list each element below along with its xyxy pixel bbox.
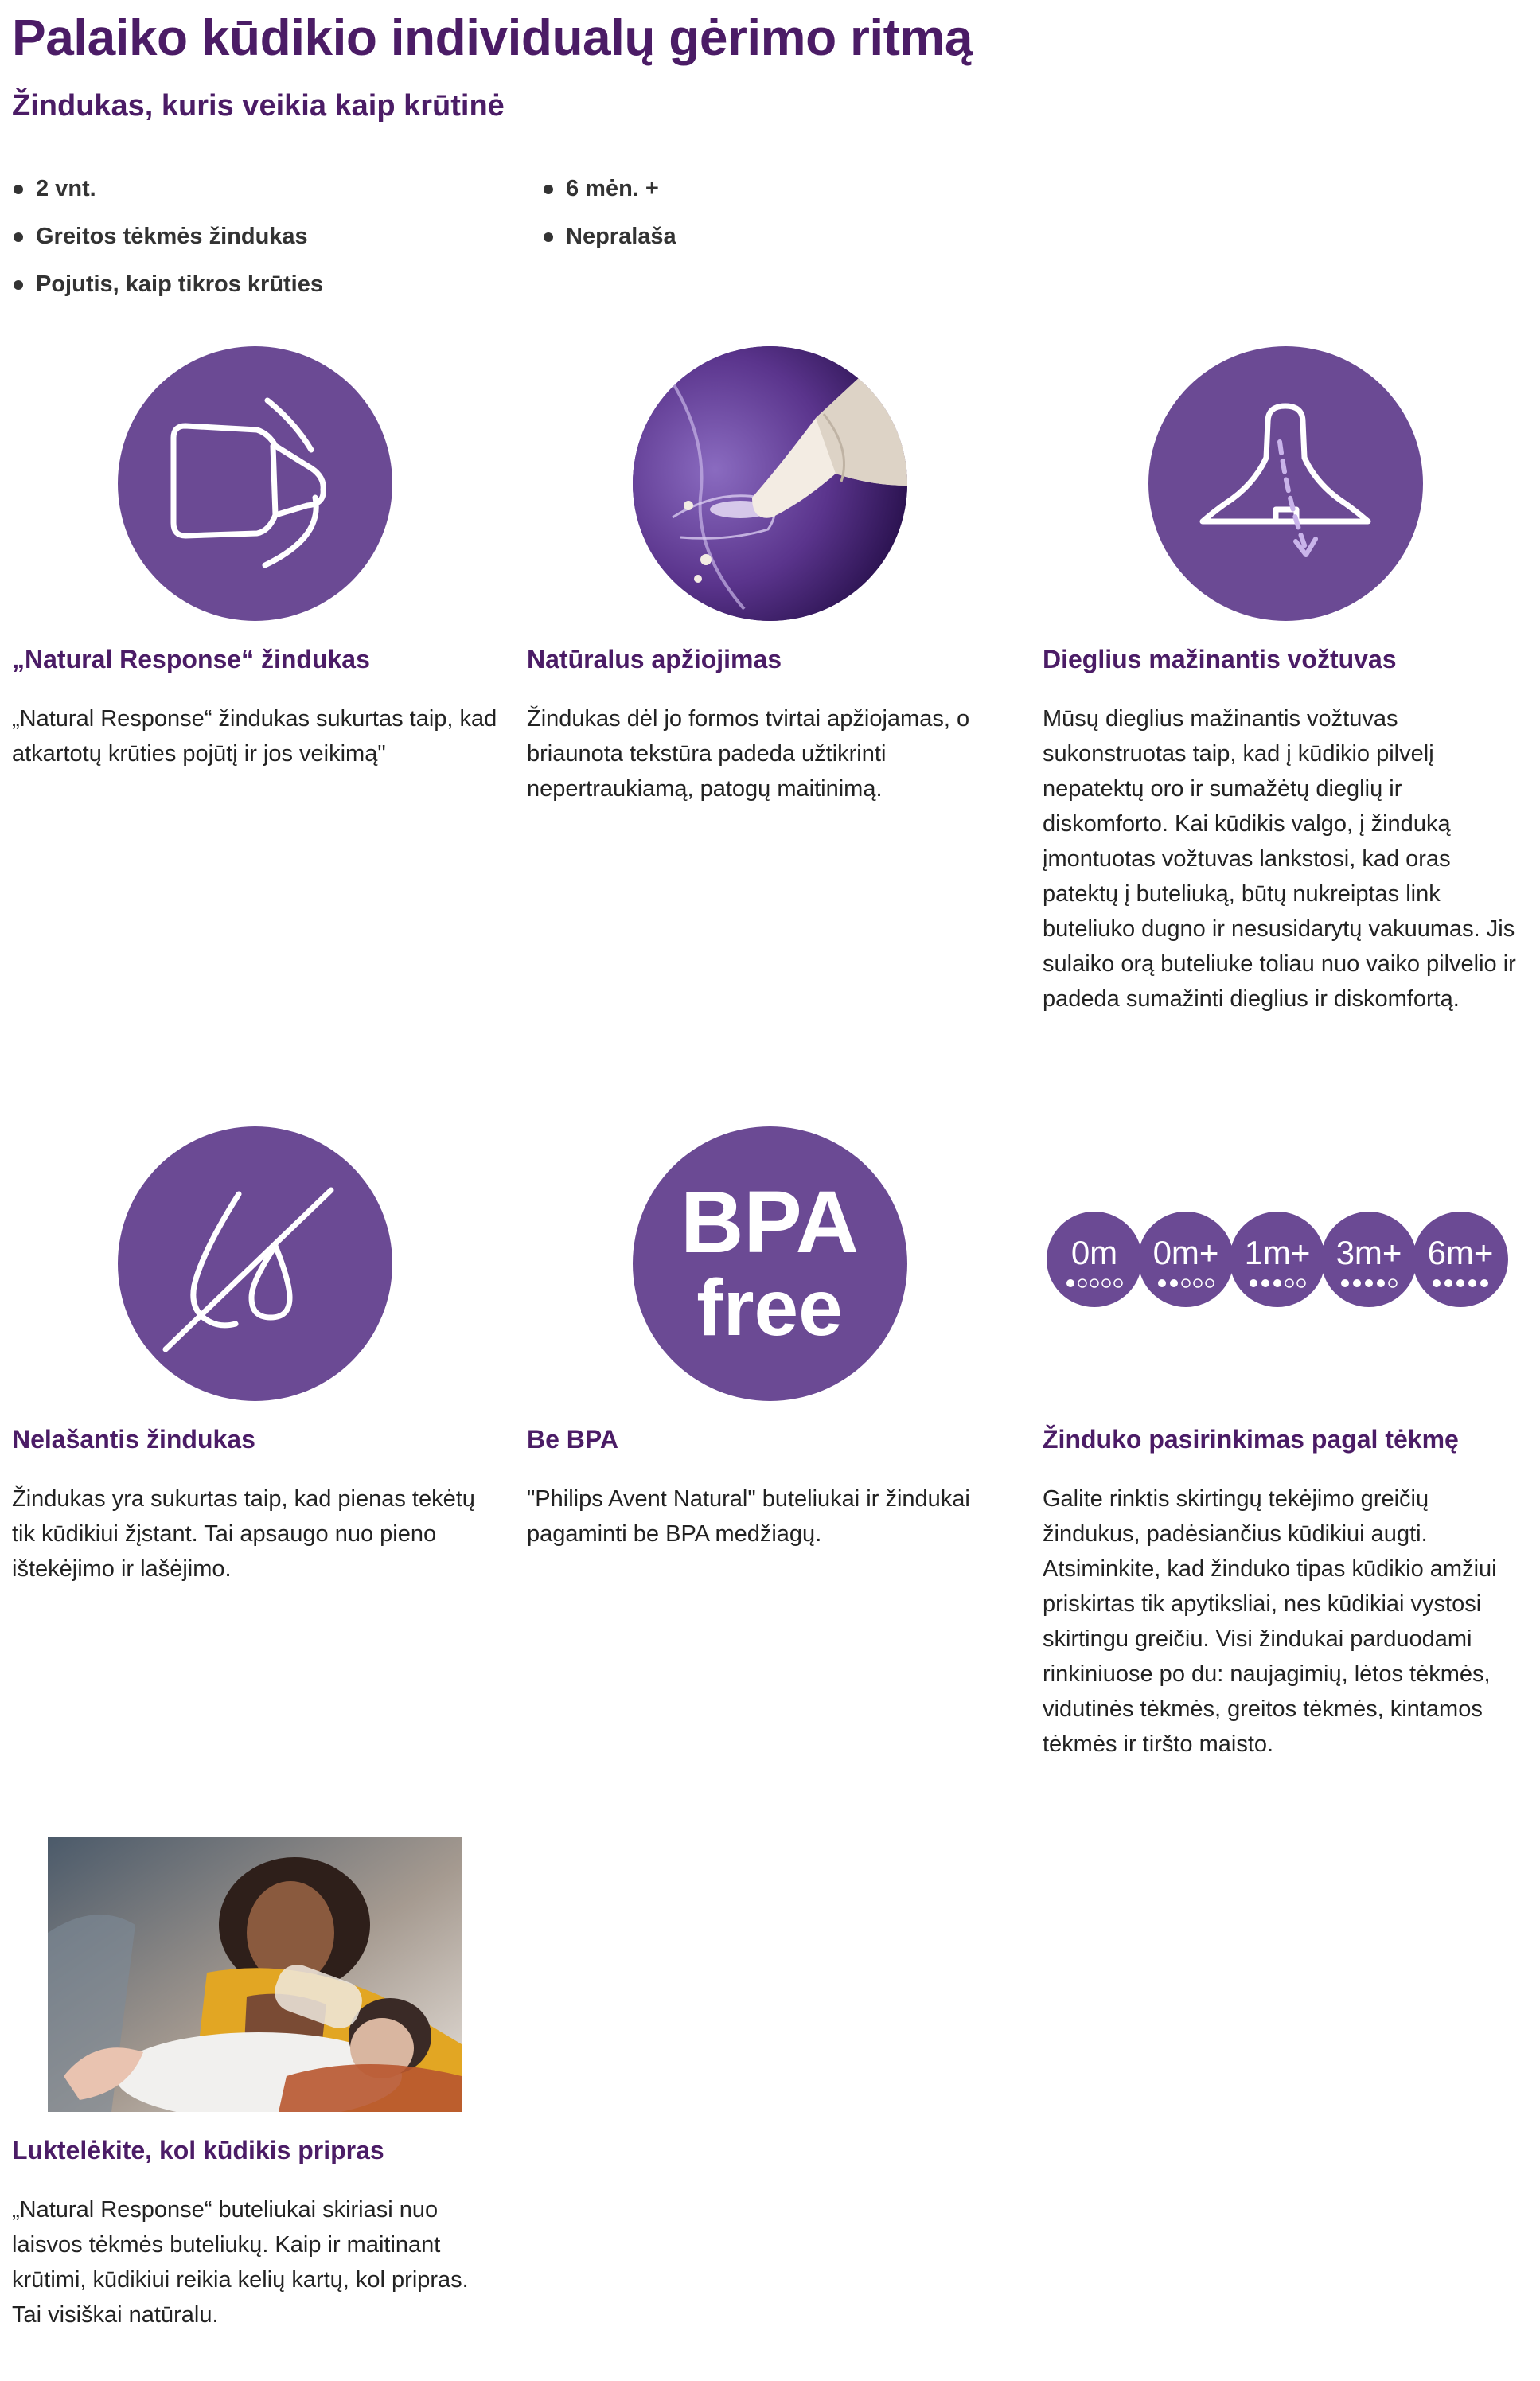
feature-icon-area: [527, 346, 1012, 621]
flow-stage-label: 1m+: [1244, 1234, 1311, 1271]
flow-stage-badge: [1321, 1212, 1417, 1307]
flow-drop-icon: [1194, 1279, 1202, 1287]
feature-no-drip: [12, 1126, 497, 1582]
flow-stage-label: 6m+: [1427, 1234, 1494, 1271]
flow-drop-icon: [1261, 1279, 1269, 1287]
flow-drop-icon: [1353, 1279, 1361, 1287]
feature-description: Žindukas yra sukurtas taip, kad pienas tekėtų tik kūdikiui žįstant. Tai apsaugo nuo pieno ištekėjimo ir lašėjimo.: [12, 1486, 475, 1582]
feature-icon-area: [527, 1126, 1012, 1401]
feature-icon-area: [1043, 1126, 1528, 1401]
feature-flow-choice: [1043, 1126, 1528, 1757]
flow-drop-icon: [1444, 1279, 1452, 1287]
flow-stage-badge: [1047, 1212, 1142, 1307]
feature-description: "Philips Avent Natural" buteliukai ir žindukai pagaminti be BPA medžiagų.: [527, 1486, 970, 1547]
feature-title: Nelašantis žindukas: [12, 1425, 255, 1454]
flow-stage-label: 0m: [1070, 1234, 1118, 1271]
bullet-item: Pojutis, kaip tikros krūties: [12, 267, 323, 314]
bullet-column-right: [542, 171, 676, 267]
flow-drop-icon: [1389, 1279, 1397, 1287]
page-subtitle: Žindukas, kuris veikia kaip krūtinė: [12, 89, 505, 123]
flow-stage-label: 0m+: [1152, 1234, 1219, 1271]
flow-drop-icon: [1377, 1279, 1385, 1287]
feature-icon-area: [1043, 346, 1528, 621]
feature-title: Dieglius mažinantis vožtuvas: [1043, 645, 1397, 673]
feature-title: Luktelėkite, kol kūdikis pripras: [12, 2136, 384, 2164]
flow-stage-badge: [1230, 1212, 1325, 1307]
feature-title: Žinduko pasirinkimas pagal tėkmę: [1043, 1425, 1459, 1454]
no-drip-icon: [118, 1126, 392, 1401]
flow-stage-label: 3m+: [1335, 1234, 1402, 1271]
feature-natural-response: [12, 346, 497, 767]
feature-title: Natūralus apžiojimas: [527, 645, 782, 673]
flow-drop-icon: [1066, 1279, 1074, 1287]
flow-drop-icon: [1170, 1279, 1178, 1287]
flow-drop-icon: [1480, 1279, 1488, 1287]
bpa-free-icon: [633, 1126, 907, 1401]
feature-title: Be BPA: [527, 1425, 618, 1454]
feature-getting-used: [12, 1837, 497, 2328]
flow-drop-icon: [1273, 1279, 1281, 1287]
flow-drop-icon: [1078, 1279, 1086, 1287]
feature-description: Žindukas dėl jo formos tvirtai apžiojamas, o briaunota tekstūra padeda užtikrinti nepertraukiamą, patogų maitinimą.: [527, 706, 970, 802]
bottle-icon: [118, 346, 392, 621]
flow-drop-icon: [1102, 1279, 1110, 1287]
mother-feeding-photo: [48, 1837, 462, 2112]
bpa-line-2: free: [696, 1263, 843, 1352]
feature-title: „Natural Response“ žindukas: [12, 645, 370, 673]
feature-description: „Natural Response“ žindukas sukurtas taip, kad atkartotų krūties pojūtį ir jos veikimą": [12, 706, 497, 767]
flow-drop-icon: [1433, 1279, 1441, 1287]
flow-stages-icon: [1043, 1126, 1536, 1401]
bpa-line-1: BPA: [680, 1173, 860, 1271]
feature-description: „Natural Response“ buteliukai skiriasi nuo laisvos tėkmės buteliukų. Kaip ir maitinant krūtimi, kūdikiui reikia kelių kartų, kol pripras. Tai visiškai natūralu.: [12, 2197, 469, 2328]
bullet-item: Nepralaša: [542, 219, 676, 267]
bullet-column-left: [12, 171, 323, 314]
bullet-item: Greitos tėkmės žindukas: [12, 219, 323, 267]
flow-drop-icon: [1182, 1279, 1190, 1287]
feature-bpa-free: [527, 1126, 1012, 1547]
feature-icon-area: [12, 1126, 497, 1401]
feature-icon-area: [12, 1837, 497, 2112]
feature-icon-area: [12, 346, 497, 621]
flow-drop-icon: [1456, 1279, 1464, 1287]
flow-drop-icon: [1365, 1279, 1373, 1287]
feature-description: Mūsų dieglius mažinantis vožtuvas sukonstruotas taip, kad į kūdikio pilvelį nepatektų oro ir sumažėtų dieglių ir diskomforto. Kai kūdikis valgo, į žinduką įmontuotas vožtuvas lankstosi, kad oras patektų į buteliuką, būtų nukreiptas link buteliuko dugno ir nesusidarytų vakuumas. Jis sulaiko orą buteliuke toliau nuo vaiko pilvelio ir padeda sumažinti dieglius ir diskomfortą.: [1043, 706, 1516, 1012]
valve-icon: [1148, 346, 1423, 621]
flow-stage-badge: [1413, 1212, 1508, 1307]
feature-anti-colic-valve: [1043, 346, 1528, 1012]
feature-description: Galite rinktis skirtingų tekėjimo greičių žindukus, padėsiančius kūdikiui augti. Atsiminkite, kad žinduko tipas kūdikio amžiui priskirtas tik apytiksliai, nes kūdikiai vystosi skirtingu greičiu. Visi žindukai parduodami rinkiniuose po du: naujagimių, lėtos tėkmės, vidutinės tėkmės, greitos tėkmės, kintamos tėkmės ir tiršto maisto.: [1043, 1486, 1497, 1757]
feature-natural-latch: [527, 346, 1012, 802]
bullet-item: 6 mėn. +: [542, 171, 676, 219]
flow-drop-icon: [1285, 1279, 1293, 1287]
flow-stage-badge: [1138, 1212, 1234, 1307]
flow-drop-icon: [1114, 1279, 1122, 1287]
page-title: Palaiko kūdikio individualų gėrimo ritmą: [12, 9, 973, 66]
flow-drop-icon: [1090, 1279, 1098, 1287]
bullet-item: 2 vnt.: [12, 171, 323, 219]
flow-drop-icon: [1250, 1279, 1257, 1287]
flow-drop-icon: [1206, 1279, 1214, 1287]
flow-drop-icon: [1341, 1279, 1349, 1287]
latch-illustration: [633, 346, 907, 621]
flow-drop-icon: [1297, 1279, 1305, 1287]
flow-drop-icon: [1468, 1279, 1476, 1287]
flow-drop-icon: [1158, 1279, 1166, 1287]
